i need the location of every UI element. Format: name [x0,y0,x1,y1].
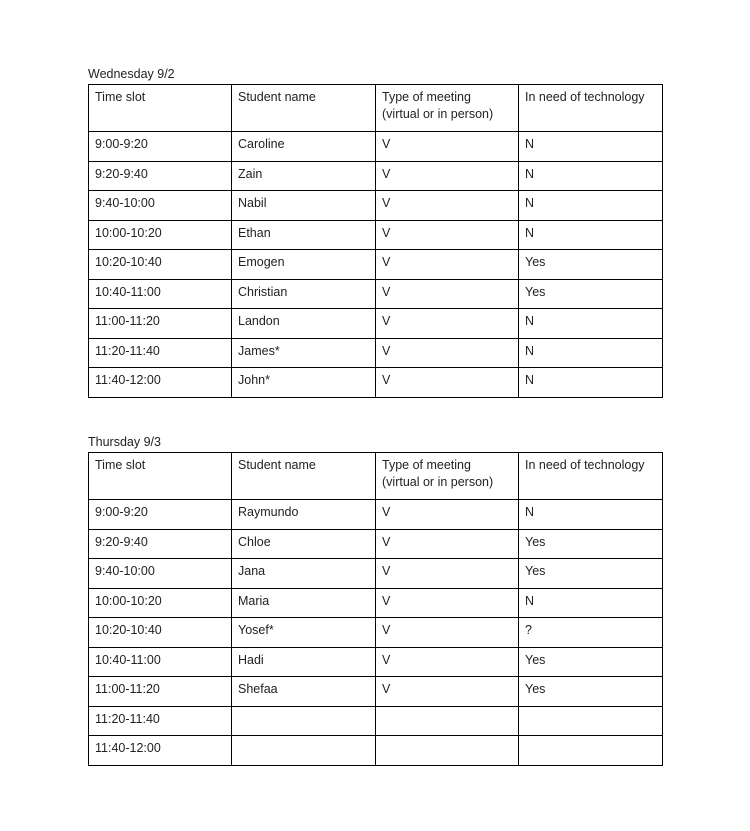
header-row [89,85,663,132]
cell-meeting-type: V [376,191,519,221]
header-time-slot: Time slot [89,85,232,132]
header-technology: In need of technology [519,85,663,132]
cell-student-name: Jana [232,559,376,589]
cell-technology: Yes [519,647,663,677]
cell-time-slot: 9:20-9:40 [89,161,232,191]
cell-time-slot: 11:20-11:40 [89,338,232,368]
cell-time-slot: 11:00-11:20 [89,309,232,339]
table-row [89,736,663,766]
cell-student-name: Shefaa [232,677,376,707]
cell-time-slot: 10:40-11:00 [89,279,232,309]
cell-meeting-type: V [376,279,519,309]
cell-student-name: Ethan [232,220,376,250]
cell-student-name: Caroline [232,132,376,162]
cell-time-slot: 11:40-12:00 [89,368,232,398]
cell-meeting-type: V [376,677,519,707]
table-row [89,220,663,250]
cell-time-slot: 10:20-10:40 [89,618,232,648]
cell-technology: Yes [519,250,663,280]
cell-student-name: Emogen [232,250,376,280]
table-row [89,647,663,677]
header-row [89,453,663,500]
cell-meeting-type: V [376,220,519,250]
cell-technology: N [519,368,663,398]
table-row [89,677,663,707]
cell-time-slot: 9:20-9:40 [89,529,232,559]
cell-time-slot: 9:00-9:20 [89,132,232,162]
schedule-table-thursday [88,452,663,766]
table-row [89,706,663,736]
table-row [89,368,663,398]
cell-student-name: Christian [232,279,376,309]
cell-time-slot: 10:00-10:20 [89,588,232,618]
cell-student-name: Maria [232,588,376,618]
cell-technology [519,736,663,766]
cell-time-slot: 11:20-11:40 [89,706,232,736]
cell-time-slot: 10:00-10:20 [89,220,232,250]
cell-student-name: Yosef* [232,618,376,648]
table-row [89,529,663,559]
cell-technology: N [519,338,663,368]
table-row [89,338,663,368]
cell-meeting-type: V [376,338,519,368]
cell-technology: N [519,220,663,250]
header-student-name: Student name [232,85,376,132]
header-meeting-type [376,85,519,132]
cell-technology [519,706,663,736]
table-row [89,279,663,309]
cell-technology: N [519,191,663,221]
table-row [89,559,663,589]
cell-time-slot: 10:20-10:40 [89,250,232,280]
cell-student-name: Landon [232,309,376,339]
cell-meeting-type: V [376,309,519,339]
cell-meeting-type: V [376,250,519,280]
cell-technology: Yes [519,529,663,559]
header-meeting-type-line2: (virtual or in person) [382,475,494,489]
cell-technology: N [519,161,663,191]
cell-meeting-type: V [376,500,519,530]
cell-student-name: Hadi [232,647,376,677]
cell-student-name: Raymundo [232,500,376,530]
cell-time-slot: 10:40-11:00 [89,647,232,677]
cell-student-name: Chloe [232,529,376,559]
wednesday-section [88,65,662,398]
header-technology: In need of technology [519,453,663,500]
cell-technology: Yes [519,677,663,707]
header-meeting-type [376,453,519,500]
cell-meeting-type: V [376,368,519,398]
cell-meeting-type [376,736,519,766]
cell-meeting-type [376,706,519,736]
cell-meeting-type: V [376,161,519,191]
header-meeting-type-line1: Type of meeting [382,458,471,472]
cell-technology: Yes [519,559,663,589]
cell-meeting-type: V [376,529,519,559]
day-heading-thursday: Thursday 9/3 [88,435,161,449]
cell-student-name [232,736,376,766]
table-row [89,191,663,221]
cell-student-name: John* [232,368,376,398]
cell-meeting-type: V [376,588,519,618]
cell-student-name: James* [232,338,376,368]
header-student-name: Student name [232,453,376,500]
day-heading-wednesday: Wednesday 9/2 [88,67,175,81]
table-row [89,132,663,162]
header-time-slot: Time slot [89,453,232,500]
table-row [89,500,663,530]
cell-technology: Yes [519,279,663,309]
cell-time-slot: 9:40-10:00 [89,559,232,589]
table-row [89,618,663,648]
cell-meeting-type: V [376,618,519,648]
cell-technology: ? [519,618,663,648]
cell-meeting-type: V [376,647,519,677]
cell-technology: N [519,309,663,339]
cell-technology: N [519,132,663,162]
cell-time-slot: 9:40-10:00 [89,191,232,221]
header-meeting-type-line2: (virtual or in person) [382,107,494,121]
table-row [89,161,663,191]
cell-time-slot: 11:00-11:20 [89,677,232,707]
table-row [89,588,663,618]
cell-technology: N [519,588,663,618]
thursday-section [88,433,662,766]
cell-student-name: Zain [232,161,376,191]
table-row [89,309,663,339]
schedule-table-wednesday [88,84,663,398]
header-meeting-type-line1: Type of meeting [382,90,471,104]
cell-technology: N [519,500,663,530]
cell-time-slot: 9:00-9:20 [89,500,232,530]
cell-student-name: Nabil [232,191,376,221]
cell-meeting-type: V [376,559,519,589]
table-row [89,250,663,280]
cell-time-slot: 11:40-12:00 [89,736,232,766]
cell-meeting-type: V [376,132,519,162]
cell-student-name [232,706,376,736]
